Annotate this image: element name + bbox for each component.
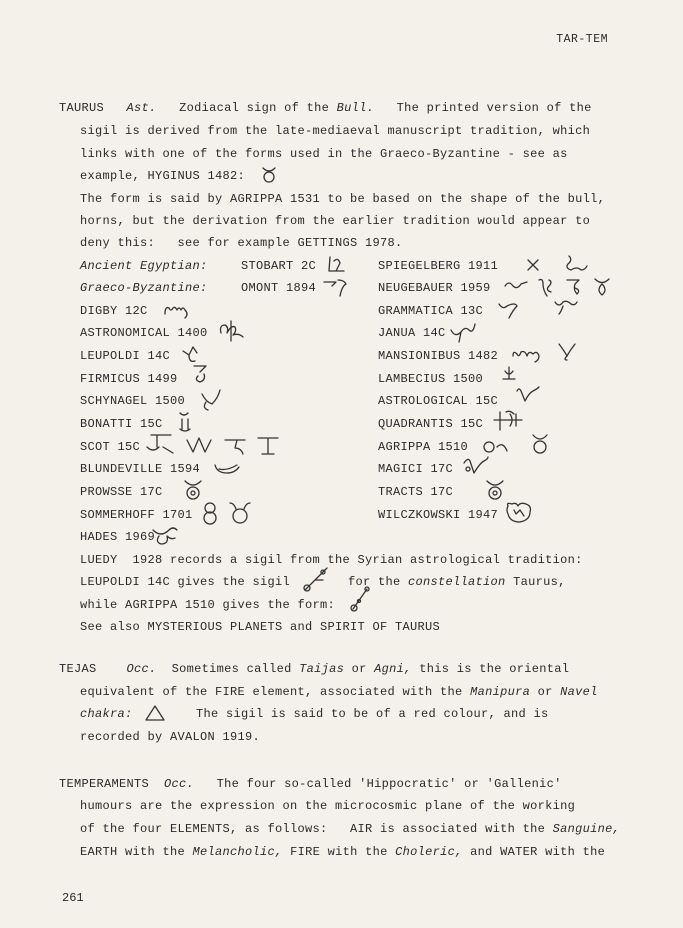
taurus-line-luedy: LUEDY 1928 records a sigil from the Syrian astrological tradition: <box>80 553 583 567</box>
sigil-scot-4-icon <box>256 432 280 458</box>
sigil-agrippa-2-icon <box>531 433 549 455</box>
source-row: HADES 1969 <box>80 530 156 544</box>
sigil-agrippa-constellation-icon <box>349 585 371 613</box>
sigil-neugebauer-4-icon <box>592 276 612 298</box>
taurus-line-leupoldi: LEUPOLDI 14C gives the sigil <box>80 575 291 589</box>
sigil-agrippa-1-icon <box>481 437 509 455</box>
source-row: FIRMICUS 1499 LAMBECIUS 1500 <box>80 372 484 386</box>
source-row: LEUPOLDI 14C MANSIONIBUS 1482 <box>80 349 499 363</box>
sigil-astrological-icon <box>515 385 541 405</box>
tejas-line-1: TEJAS Occ. Sometimes called Taijas or Agni, this is the oriental <box>59 662 570 676</box>
sigil-grammatica-2-icon <box>553 298 579 316</box>
sigil-magici-icon <box>462 455 490 479</box>
page-number: 261 <box>62 891 84 905</box>
sigil-prowsse-icon <box>183 479 203 501</box>
sigil-sommerhoff-2-icon <box>228 501 252 525</box>
tejas-line-4: recorded by AVALON 1919. <box>80 730 261 744</box>
temperaments-line-4: EARTH with the Melancholic, FIRE with the Choleric, and WATER with the <box>80 845 606 859</box>
sigil-tracts-icon <box>485 479 505 501</box>
sigil-neugebauer-2-icon <box>535 276 557 300</box>
source-row: DIGBY 12C GRAMMATICA 13C <box>80 304 484 318</box>
taurus-line-1: TAURUS Ast. Zodiacal sign of the Bull. The printed version of the <box>59 101 592 115</box>
sigil-spiegelberg-x-icon <box>526 258 540 272</box>
sigil-grammatica-1-icon <box>497 300 521 320</box>
source-row: BONATTI 15C QUADRANTIS 15C <box>80 417 484 431</box>
taurus-line-see-also: See also MYSTERIOUS PLANETS and SPIRIT OF TAURUS <box>80 620 441 634</box>
entry-headword: TAURUS <box>59 101 105 115</box>
sigil-hades-icon <box>151 524 181 548</box>
taurus-line-leupoldi-tail: for the constellation Taurus, <box>348 575 566 589</box>
taurus-line-3: links with one of the forms used in the Graeco-Byzantine - see as <box>80 147 568 161</box>
tejas-line-2: equivalent of the FIRE element, associated with the Manipura or Navel <box>80 685 598 699</box>
triangle-icon <box>144 704 166 722</box>
source-row: Graeco-Byzantine: OMONT 1894 NEUGEBAUER 1959 <box>80 281 491 295</box>
sigil-lambecius-icon <box>499 365 521 387</box>
sigil-astronomical-icon <box>217 319 245 343</box>
source-row: PROWSSE 17C TRACTS 17C <box>80 485 454 499</box>
temperaments-line-2: humours are the expression on the microcosmic plane of the working <box>80 799 576 813</box>
temperaments-line-3: of the four ELEMENTS, as follows: AIR is associated with the Sanguine, <box>80 822 621 836</box>
entry-abbr: Ast. <box>126 101 157 115</box>
source-row: BLUNDEVILLE 1594 MAGICI 17C <box>80 462 454 476</box>
source-row: Ancient Egyptian: STOBART 2C SPIEGELBERG 1911 <box>80 259 499 273</box>
taurus-line-2: sigil is derived from the late-mediaeval manuscript tradition, which <box>80 124 591 138</box>
sigil-sommerhoff-1-icon <box>202 501 218 525</box>
entry-headword: TEMPERAMENTS <box>59 777 150 791</box>
taurus-line-agrippa: while AGRIPPA 1510 gives the form: <box>80 598 336 612</box>
taurus-line-6: horns, but the derivation from the earlier tradition would appear to <box>80 214 591 228</box>
taurus-line-7: deny this: see for example GETTINGS 1978. <box>80 236 403 250</box>
tejas-line-3: chakra: <box>80 707 133 721</box>
sigil-digby-icon <box>163 302 191 320</box>
sigil-schynagel-icon <box>198 388 222 412</box>
sigil-stobart-icon <box>326 255 348 275</box>
sigil-wilczkowski-icon <box>504 500 534 524</box>
sigil-scot-3-icon <box>223 434 247 458</box>
temperaments-line-1: TEMPERAMENTS Occ. The four so-called 'Hippocratic' or 'Gallenic' <box>59 777 562 791</box>
taurus-line-4: example, HYGINUS 1482: <box>80 169 246 183</box>
taurus-glyph-icon <box>261 166 277 184</box>
source-row: SOMMERHOFF 1701 WILCZKOWSKI 1947 <box>80 508 499 522</box>
source-row: SCOT 15C AGRIPPA 1510 <box>80 440 469 454</box>
entry-headword: TEJAS <box>59 662 97 676</box>
sigil-scot-2-icon <box>185 434 213 458</box>
sigil-bonatti-icon <box>176 411 194 433</box>
sigil-janua-icon <box>449 320 477 344</box>
sigil-mansionibus-1-icon <box>511 346 543 364</box>
running-head: TAR-TEM <box>556 33 608 46</box>
taurus-line-5: The form is said by AGRIPPA 1531 to be based on the shape of the bull, <box>80 192 606 206</box>
sigil-leupoldi-constellation-icon <box>301 566 331 594</box>
source-row: ASTRONOMICAL 1400 JANUA 14C <box>80 326 446 340</box>
sigil-mansionibus-2-icon <box>557 342 577 362</box>
sigil-scot-1-icon <box>145 431 177 459</box>
tejas-line-3b: The sigil is said to be of a red colour, and is <box>196 707 549 721</box>
sigil-quadrantis-icon <box>492 410 524 432</box>
sigil-spiegelberg-icon <box>563 254 589 274</box>
sigil-neugebauer-1-icon <box>503 276 529 296</box>
source-row: SCHYNAGEL 1500 ASTROLOGICAL 15C <box>80 394 499 408</box>
sigil-blundeville-icon <box>213 463 241 477</box>
sigil-firmicus-icon <box>190 362 214 386</box>
sigil-omont-icon <box>322 278 350 298</box>
sigil-neugebauer-3-icon <box>565 276 583 298</box>
